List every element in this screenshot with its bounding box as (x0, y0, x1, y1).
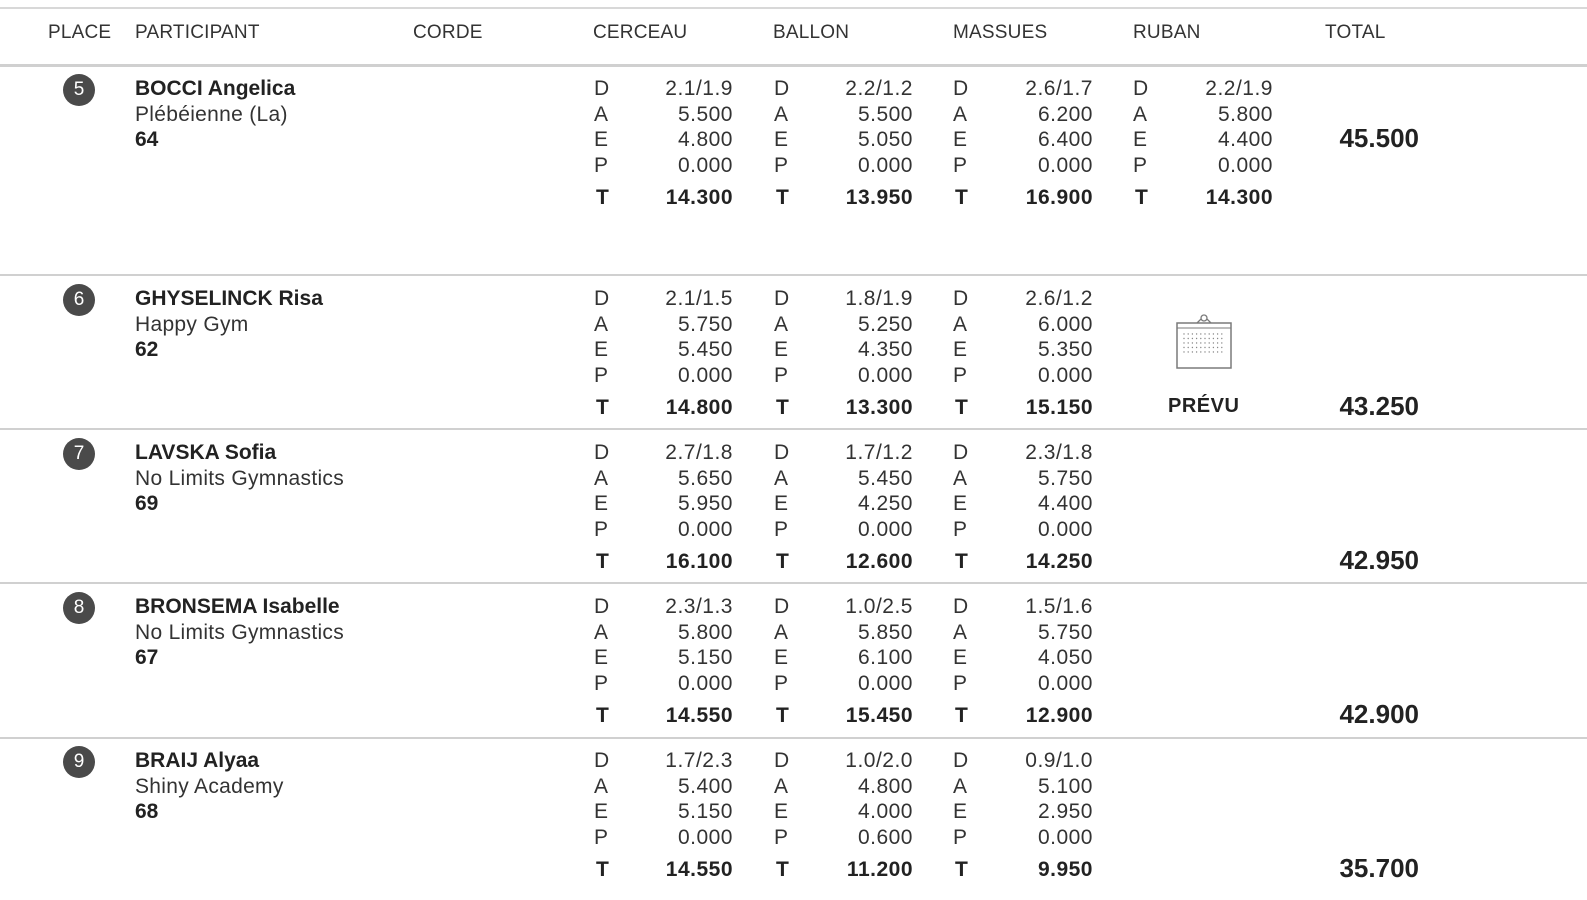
ballon-e-score: 5.050 (857, 128, 913, 152)
participant-name: BRONSEMA Isabelle (135, 595, 340, 618)
massues-d-score: 1.5/1.6 (1025, 595, 1093, 618)
header-ballon: BALLON (773, 22, 850, 43)
header-massues: MASSUES (953, 22, 1048, 43)
massues-a-score: 5.750 (1037, 620, 1093, 644)
participant-club: No Limits Gymnastics (135, 467, 345, 490)
header-top-divider (0, 7, 1587, 9)
ballon-e-score: 6.100 (857, 646, 913, 670)
header-ruban: RUBAN (1133, 22, 1201, 43)
massues-p-score: 0.000 (1037, 671, 1093, 695)
ruban-a-label: A (1133, 102, 1148, 126)
ballon-d-label: D (774, 287, 790, 310)
ruban-a-score: 5.800 (1217, 102, 1273, 126)
ballon-d-label: D (774, 749, 790, 772)
cerceau-e-score: 4.800 (677, 128, 733, 152)
massues-d-label: D (953, 441, 969, 464)
row-divider (0, 582, 1587, 584)
ballon-a-label: A (774, 466, 789, 490)
massues-a-label: A (953, 102, 968, 126)
participant-number: 62 (135, 338, 159, 361)
participant-club: Plébéienne (La) (135, 103, 288, 126)
ballon-a-label: A (774, 774, 789, 798)
massues-p-score: 0.000 (1037, 153, 1093, 177)
ruban-d-label: D (1133, 77, 1149, 100)
massues-a-score: 5.100 (1037, 774, 1093, 798)
massues-e-score: 5.350 (1037, 338, 1093, 362)
massues-p-label: P (953, 153, 968, 177)
ballon-t-label: T (776, 186, 789, 209)
cerceau-p-label: P (594, 671, 609, 695)
massues-d-score: 0.9/1.0 (1025, 749, 1093, 772)
massues-d-score: 2.3/1.8 (1025, 441, 1093, 464)
massues-d-label: D (953, 77, 969, 100)
ballon-e-label: E (774, 492, 789, 516)
participant-name: GHYSELINCK Risa (135, 287, 323, 310)
cerceau-total-score: 16.100 (665, 550, 733, 573)
cerceau-p-score: 0.000 (677, 671, 733, 695)
massues-t-label: T (955, 550, 968, 573)
massues-a-score: 5.750 (1037, 466, 1093, 490)
header-bottom-divider (0, 64, 1587, 67)
ballon-a-label: A (774, 620, 789, 644)
ballon-total-score: 11.200 (846, 858, 913, 881)
massues-e-label: E (953, 646, 968, 670)
massues-p-label: P (953, 671, 968, 695)
massues-e-score: 4.050 (1037, 646, 1093, 670)
participant-total: 35.700 (1339, 853, 1419, 883)
ballon-a-label: A (774, 102, 789, 126)
massues-e-score: 6.400 (1037, 128, 1093, 152)
participant-number: 69 (135, 492, 159, 515)
ballon-a-label: A (774, 312, 789, 336)
cerceau-t-label: T (596, 186, 609, 209)
massues-p-label: P (953, 825, 968, 849)
ballon-total-score: 15.450 (845, 704, 913, 727)
massues-t-label: T (955, 858, 968, 881)
cerceau-e-score: 5.950 (677, 492, 733, 516)
ballon-e-label: E (774, 338, 789, 362)
ballon-d-label: D (774, 77, 790, 100)
place-badge: 8 (63, 592, 95, 624)
ballon-p-score: 0.000 (857, 363, 913, 387)
ruban-total-score: 14.300 (1205, 186, 1273, 209)
massues-d-score: 2.6/1.2 (1025, 287, 1093, 310)
cerceau-p-label: P (594, 153, 609, 177)
participant-number: 67 (135, 646, 159, 669)
participant-total: 45.500 (1339, 123, 1419, 153)
massues-t-label: T (955, 186, 968, 209)
massues-t-label: T (955, 396, 968, 419)
ballon-d-score: 1.8/1.9 (845, 287, 913, 310)
ballon-d-label: D (774, 441, 790, 464)
cerceau-a-score: 5.800 (677, 620, 733, 644)
massues-total-score: 9.950 (1037, 858, 1093, 881)
ruban-p-label: P (1133, 153, 1148, 177)
massues-e-score: 4.400 (1037, 492, 1093, 516)
ballon-e-label: E (774, 646, 789, 670)
cerceau-d-label: D (594, 441, 610, 464)
cerceau-e-label: E (594, 646, 609, 670)
ballon-e-score: 4.250 (857, 492, 913, 516)
massues-a-score: 6.200 (1037, 102, 1093, 126)
place-badge: 5 (63, 74, 95, 106)
ballon-d-score: 1.0/2.0 (845, 749, 913, 772)
ballon-p-label: P (774, 517, 789, 541)
ruban-p-score: 0.000 (1217, 153, 1273, 177)
ballon-total-score: 12.600 (845, 550, 913, 573)
header-corde: CORDE (413, 22, 483, 43)
participant-total: 43.250 (1339, 391, 1419, 421)
ballon-d-score: 1.0/2.5 (845, 595, 913, 618)
ballon-p-score: 0.000 (857, 153, 913, 177)
ballon-a-score: 4.800 (857, 774, 913, 798)
header-participant: PARTICIPANT (135, 22, 260, 43)
massues-total-score: 16.900 (1025, 186, 1093, 209)
massues-p-score: 0.000 (1037, 825, 1093, 849)
header-place: PLACE (48, 22, 112, 43)
participant-number: 68 (135, 800, 159, 823)
cerceau-a-label: A (594, 102, 609, 126)
cerceau-d-score: 1.7/2.3 (665, 749, 733, 772)
massues-p-label: P (953, 363, 968, 387)
cerceau-e-label: E (594, 800, 609, 824)
calendar-icon (1175, 312, 1235, 372)
row-divider (0, 737, 1587, 739)
massues-t-label: T (955, 704, 968, 727)
massues-e-score: 2.950 (1037, 800, 1093, 824)
ruban-t-label: T (1135, 186, 1148, 209)
ruban-e-score: 4.400 (1217, 128, 1273, 152)
cerceau-d-score: 2.1/1.9 (665, 77, 733, 100)
participant-name: BOCCI Angelica (135, 77, 296, 100)
place-badge: 6 (63, 284, 95, 316)
ballon-total-score: 13.950 (845, 186, 913, 209)
ballon-p-label: P (774, 363, 789, 387)
place-badge: 9 (63, 746, 95, 778)
cerceau-a-score: 5.400 (677, 774, 733, 798)
massues-a-label: A (953, 774, 968, 798)
participant-club: Shiny Academy (135, 775, 284, 798)
massues-d-label: D (953, 287, 969, 310)
ruban-e-label: E (1133, 128, 1148, 152)
massues-a-label: A (953, 620, 968, 644)
cerceau-p-label: P (594, 363, 609, 387)
massues-d-label: D (953, 595, 969, 618)
ruban-status-planned: PRÉVU (1168, 395, 1240, 417)
ballon-a-score: 5.850 (857, 620, 913, 644)
participant-total: 42.900 (1339, 699, 1419, 729)
cerceau-e-label: E (594, 492, 609, 516)
cerceau-p-label: P (594, 825, 609, 849)
ballon-t-label: T (776, 704, 789, 727)
massues-a-score: 6.000 (1037, 312, 1093, 336)
massues-p-score: 0.000 (1037, 517, 1093, 541)
massues-d-label: D (953, 749, 969, 772)
cerceau-total-score: 14.300 (665, 186, 733, 209)
cerceau-t-label: T (596, 396, 609, 419)
ballon-e-score: 4.350 (857, 338, 913, 362)
ballon-e-label: E (774, 128, 789, 152)
ballon-e-label: E (774, 800, 789, 824)
row-divider (0, 428, 1587, 430)
massues-total-score: 14.250 (1025, 550, 1093, 573)
ballon-p-score: 0.000 (857, 671, 913, 695)
ballon-total-score: 13.300 (845, 396, 913, 419)
cerceau-e-score: 5.450 (677, 338, 733, 362)
header-total: TOTAL (1325, 22, 1386, 43)
ballon-a-score: 5.450 (857, 466, 913, 490)
cerceau-t-label: T (596, 704, 609, 727)
cerceau-total-score: 14.550 (665, 858, 733, 881)
cerceau-a-score: 5.500 (677, 102, 733, 126)
cerceau-a-score: 5.750 (677, 312, 733, 336)
cerceau-a-label: A (594, 620, 609, 644)
ruban-d-score: 2.2/1.9 (1205, 77, 1273, 100)
ballon-a-score: 5.250 (857, 312, 913, 336)
ballon-e-score: 4.000 (857, 800, 913, 824)
cerceau-d-label: D (594, 77, 610, 100)
cerceau-e-score: 5.150 (677, 646, 733, 670)
cerceau-d-score: 2.3/1.3 (665, 595, 733, 618)
massues-a-label: A (953, 312, 968, 336)
cerceau-t-label: T (596, 550, 609, 573)
participant-number: 64 (135, 128, 159, 151)
ballon-a-score: 5.500 (857, 102, 913, 126)
cerceau-p-label: P (594, 517, 609, 541)
ballon-p-label: P (774, 671, 789, 695)
cerceau-p-score: 0.000 (677, 363, 733, 387)
massues-d-score: 2.6/1.7 (1025, 77, 1093, 100)
massues-total-score: 15.150 (1025, 396, 1093, 419)
cerceau-e-score: 5.150 (677, 800, 733, 824)
participant-club: No Limits Gymnastics (135, 621, 345, 644)
cerceau-p-score: 0.000 (677, 517, 733, 541)
massues-e-label: E (953, 338, 968, 362)
cerceau-total-score: 14.800 (665, 396, 733, 419)
massues-a-label: A (953, 466, 968, 490)
cerceau-d-label: D (594, 287, 610, 310)
participant-club: Happy Gym (135, 313, 249, 336)
cerceau-a-score: 5.650 (677, 466, 733, 490)
cerceau-d-label: D (594, 749, 610, 772)
cerceau-e-label: E (594, 128, 609, 152)
header-cerceau: CERCEAU (593, 22, 688, 43)
ballon-t-label: T (776, 396, 789, 419)
participant-name: BRAIJ Alyaa (135, 749, 260, 772)
ballon-p-label: P (774, 153, 789, 177)
participant-total: 42.950 (1339, 545, 1419, 575)
place-badge: 7 (63, 438, 95, 470)
massues-e-label: E (953, 492, 968, 516)
ballon-d-score: 2.2/1.2 (845, 77, 913, 100)
ballon-p-score: 0.600 (857, 825, 913, 849)
cerceau-d-score: 2.7/1.8 (665, 441, 733, 464)
ballon-t-label: T (776, 550, 789, 573)
cerceau-e-label: E (594, 338, 609, 362)
massues-e-label: E (953, 800, 968, 824)
massues-p-score: 0.000 (1037, 363, 1093, 387)
participant-name: LAVSKA Sofia (135, 441, 277, 464)
cerceau-a-label: A (594, 312, 609, 336)
ballon-t-label: T (776, 858, 789, 881)
row-divider (0, 274, 1587, 276)
massues-p-label: P (953, 517, 968, 541)
cerceau-d-score: 2.1/1.5 (665, 287, 733, 310)
massues-total-score: 12.900 (1025, 704, 1093, 727)
cerceau-d-label: D (594, 595, 610, 618)
ballon-p-label: P (774, 825, 789, 849)
massues-e-label: E (953, 128, 968, 152)
ballon-p-score: 0.000 (857, 517, 913, 541)
cerceau-p-score: 0.000 (677, 153, 733, 177)
ballon-d-score: 1.7/1.2 (845, 441, 913, 464)
cerceau-total-score: 14.550 (665, 704, 733, 727)
cerceau-a-label: A (594, 466, 609, 490)
cerceau-p-score: 0.000 (677, 825, 733, 849)
ballon-d-label: D (774, 595, 790, 618)
cerceau-t-label: T (596, 858, 609, 881)
cerceau-a-label: A (594, 774, 609, 798)
